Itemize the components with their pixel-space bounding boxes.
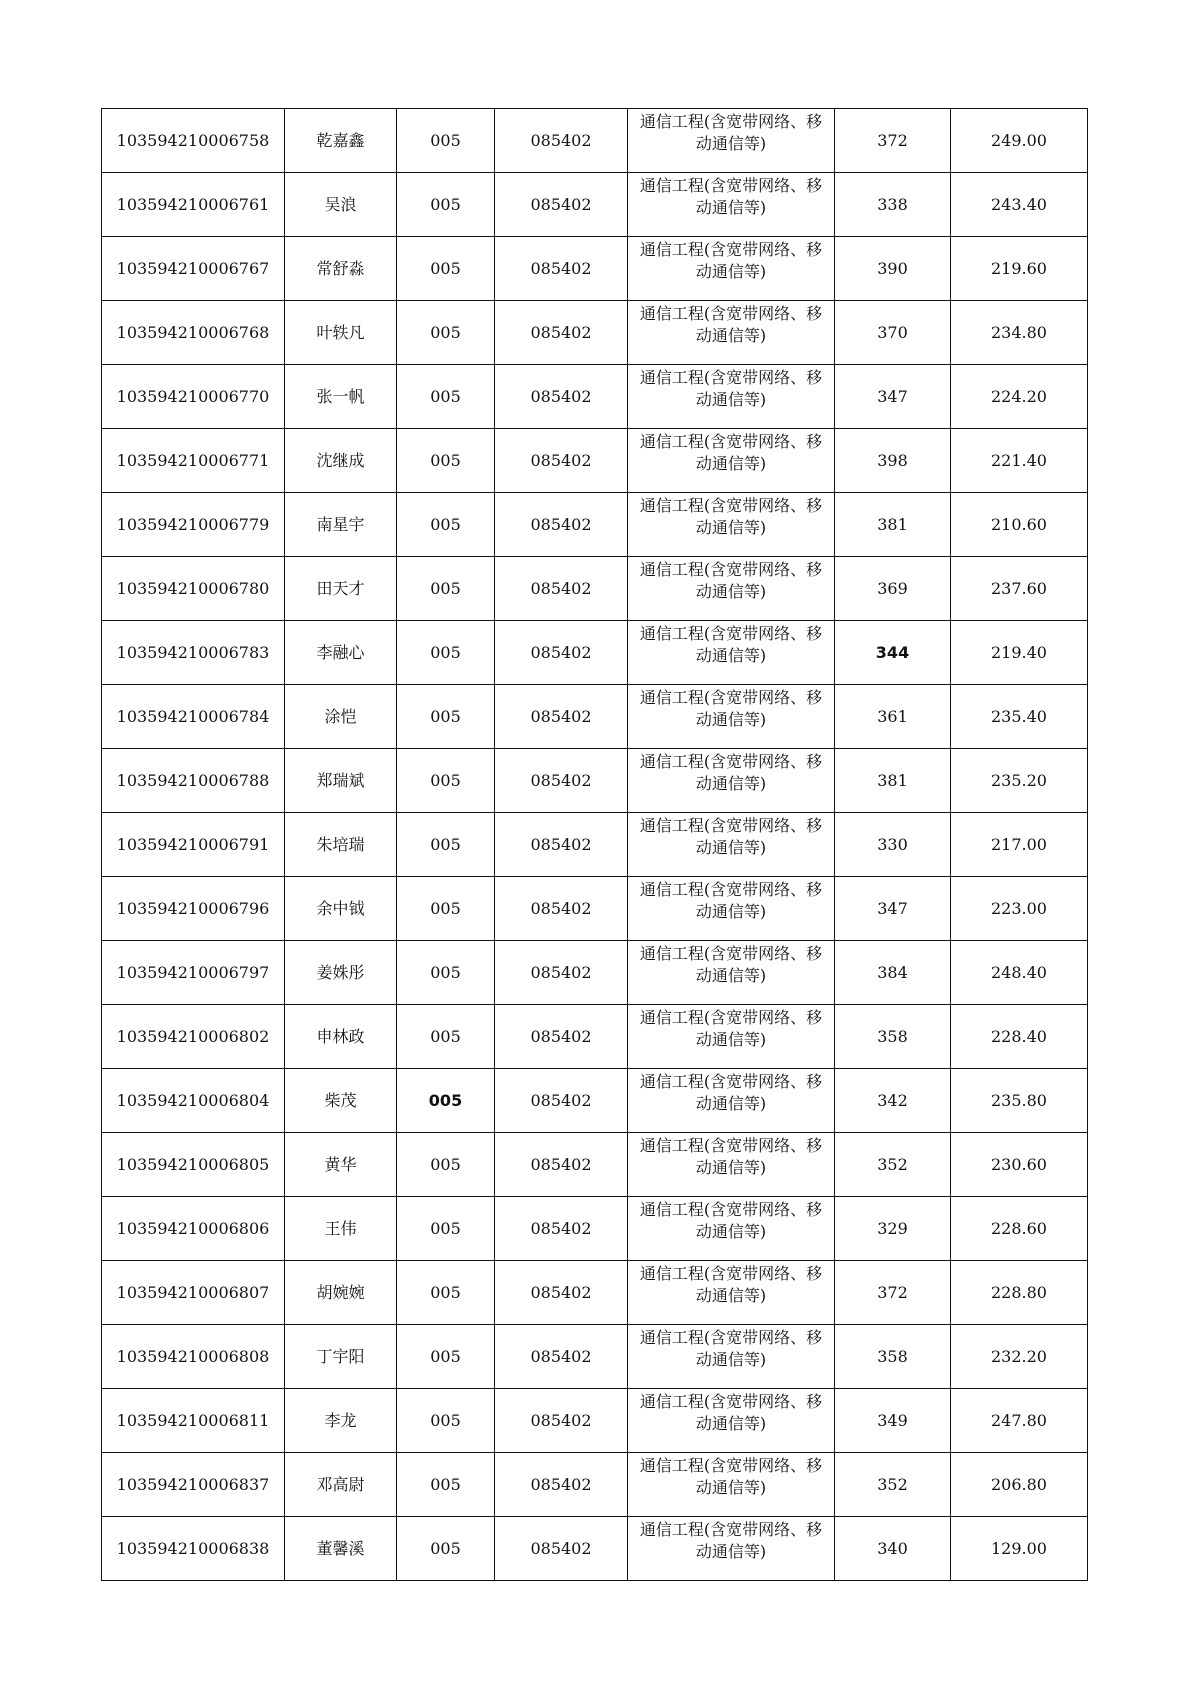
candidate-id-cell: 103594210006796 (102, 877, 285, 941)
major-name-cell (628, 237, 835, 301)
weighted-score-cell: 235.20 (951, 749, 1088, 813)
major-name-text: 通信工程(含宽带网络、移动通信等) (639, 112, 823, 153)
weighted-score-cell: 234.80 (951, 301, 1088, 365)
exam-score-cell: 349 (835, 1389, 951, 1453)
table-row (102, 1325, 1088, 1389)
major-name-text: 通信工程(含宽带网络、移动通信等) (639, 1392, 823, 1433)
exam-score-cell: 352 (835, 1453, 951, 1517)
table-row (102, 109, 1088, 173)
major-name-cell (628, 1261, 835, 1325)
major-name-cell (628, 813, 835, 877)
weighted-score-cell: 249.00 (951, 109, 1088, 173)
exam-score-cell: 398 (835, 429, 951, 493)
candidate-id-cell: 103594210006808 (102, 1325, 285, 1389)
major-name-text: 通信工程(含宽带网络、移动通信等) (639, 176, 823, 217)
candidate-id-cell: 103594210006804 (102, 1069, 285, 1133)
weighted-score-cell: 248.40 (951, 941, 1088, 1005)
table-row (102, 301, 1088, 365)
table-row (102, 1197, 1088, 1261)
department-code-cell: 005 (397, 1133, 495, 1197)
table-row (102, 557, 1088, 621)
exam-score-cell: 330 (835, 813, 951, 877)
major-code-cell: 085402 (495, 1261, 628, 1325)
candidate-name-cell: 邓高尉 (285, 1453, 397, 1517)
candidate-name-cell: 余中钺 (285, 877, 397, 941)
department-code-cell: 005 (397, 365, 495, 429)
weighted-score-cell: 243.40 (951, 173, 1088, 237)
candidate-id-cell: 103594210006761 (102, 173, 285, 237)
candidate-id-cell: 103594210006771 (102, 429, 285, 493)
major-name-cell (628, 1133, 835, 1197)
major-name-cell (628, 749, 835, 813)
table-row (102, 877, 1088, 941)
major-name-cell (628, 1325, 835, 1389)
major-code-cell: 085402 (495, 429, 628, 493)
major-name-cell (628, 877, 835, 941)
exam-score-cell: 369 (835, 557, 951, 621)
major-name-text: 通信工程(含宽带网络、移动通信等) (639, 688, 823, 729)
major-name-text: 通信工程(含宽带网络、移动通信等) (639, 624, 823, 665)
candidate-id-cell: 103594210006788 (102, 749, 285, 813)
exam-score-cell: 340 (835, 1517, 951, 1581)
major-name-text: 通信工程(含宽带网络、移动通信等) (639, 368, 823, 409)
major-name-text: 通信工程(含宽带网络、移动通信等) (639, 496, 823, 537)
candidate-name-cell: 王伟 (285, 1197, 397, 1261)
candidate-name-cell: 涂恺 (285, 685, 397, 749)
candidate-name-cell: 柴茂 (285, 1069, 397, 1133)
exam-score-cell: 372 (835, 1261, 951, 1325)
major-code-cell: 085402 (495, 877, 628, 941)
major-name-text: 通信工程(含宽带网络、移动通信等) (639, 432, 823, 473)
candidate-name-cell: 姜姝彤 (285, 941, 397, 1005)
major-name-cell (628, 1069, 835, 1133)
exam-score-cell: 347 (835, 365, 951, 429)
major-code-cell: 085402 (495, 109, 628, 173)
major-code-cell: 085402 (495, 1133, 628, 1197)
weighted-score-cell: 223.00 (951, 877, 1088, 941)
exam-score-cell: 370 (835, 301, 951, 365)
candidate-name-cell: 李融心 (285, 621, 397, 685)
major-code-cell: 085402 (495, 813, 628, 877)
major-name-text: 通信工程(含宽带网络、移动通信等) (639, 1456, 823, 1497)
department-code-cell: 005 (397, 877, 495, 941)
major-name-text: 通信工程(含宽带网络、移动通信等) (639, 1328, 823, 1369)
exam-score-cell: 358 (835, 1325, 951, 1389)
exam-score-cell: 329 (835, 1197, 951, 1261)
weighted-score-cell: 235.80 (951, 1069, 1088, 1133)
major-name-cell (628, 173, 835, 237)
major-code-cell: 085402 (495, 301, 628, 365)
major-name-cell (628, 685, 835, 749)
candidate-id-cell: 103594210006805 (102, 1133, 285, 1197)
major-code-cell: 085402 (495, 237, 628, 301)
department-code-cell: 005 (397, 1389, 495, 1453)
department-code-cell: 005 (397, 493, 495, 557)
table-row (102, 1389, 1088, 1453)
exam-score-cell: 342 (835, 1069, 951, 1133)
department-code-cell: 005 (397, 1197, 495, 1261)
candidate-name-cell: 丁宇阳 (285, 1325, 397, 1389)
candidate-name-cell: 常舒淼 (285, 237, 397, 301)
major-code-cell: 085402 (495, 173, 628, 237)
department-code-cell: 005 (397, 1261, 495, 1325)
major-name-text: 通信工程(含宽带网络、移动通信等) (639, 304, 823, 345)
weighted-score-cell: 206.80 (951, 1453, 1088, 1517)
department-code-cell: 005 (397, 621, 495, 685)
weighted-score-cell: 230.60 (951, 1133, 1088, 1197)
major-name-text: 通信工程(含宽带网络、移动通信等) (639, 1008, 823, 1049)
exam-score-cell: 352 (835, 1133, 951, 1197)
table-row (102, 237, 1088, 301)
department-code-cell: 005 (397, 301, 495, 365)
department-code-cell: 005 (397, 1517, 495, 1581)
candidate-id-cell: 103594210006807 (102, 1261, 285, 1325)
major-name-cell (628, 1453, 835, 1517)
department-code-cell: 005 (397, 1453, 495, 1517)
major-name-cell (628, 1197, 835, 1261)
score-table (101, 108, 1088, 1581)
major-name-cell (628, 557, 835, 621)
department-code-cell: 005 (397, 941, 495, 1005)
candidate-name-cell: 吴浪 (285, 173, 397, 237)
major-name-cell (628, 941, 835, 1005)
major-name-text: 通信工程(含宽带网络、移动通信等) (639, 240, 823, 281)
department-code-cell: 005 (397, 813, 495, 877)
major-code-cell: 085402 (495, 1453, 628, 1517)
department-code-cell: 005 (397, 173, 495, 237)
candidate-name-cell: 叶轶凡 (285, 301, 397, 365)
weighted-score-cell: 228.60 (951, 1197, 1088, 1261)
candidate-name-cell: 申林政 (285, 1005, 397, 1069)
department-code-cell: 005 (397, 749, 495, 813)
weighted-score-cell: 228.40 (951, 1005, 1088, 1069)
exam-score-cell: 381 (835, 493, 951, 557)
exam-score-cell: 361 (835, 685, 951, 749)
major-code-cell: 085402 (495, 365, 628, 429)
major-name-text: 通信工程(含宽带网络、移动通信等) (639, 1072, 823, 1113)
department-code-cell: 005 (397, 109, 495, 173)
major-name-cell (628, 1005, 835, 1069)
candidate-id-cell: 103594210006806 (102, 1197, 285, 1261)
exam-score-cell: 358 (835, 1005, 951, 1069)
exam-score-cell: 372 (835, 109, 951, 173)
candidate-id-cell: 103594210006837 (102, 1453, 285, 1517)
weighted-score-cell: 217.00 (951, 813, 1088, 877)
candidate-id-cell: 103594210006797 (102, 941, 285, 1005)
major-code-cell: 085402 (495, 621, 628, 685)
major-name-text: 通信工程(含宽带网络、移动通信等) (639, 816, 823, 857)
weighted-score-cell: 224.20 (951, 365, 1088, 429)
major-name-text: 通信工程(含宽带网络、移动通信等) (639, 560, 823, 601)
candidate-name-cell: 胡婉婉 (285, 1261, 397, 1325)
table-row (102, 493, 1088, 557)
candidate-name-cell: 张一帆 (285, 365, 397, 429)
major-name-text: 通信工程(含宽带网络、移动通信等) (639, 944, 823, 985)
candidate-name-cell: 沈继成 (285, 429, 397, 493)
major-code-cell: 085402 (495, 1005, 628, 1069)
exam-score-cell: 390 (835, 237, 951, 301)
table-row (102, 1133, 1088, 1197)
weighted-score-cell: 221.40 (951, 429, 1088, 493)
major-name-cell (628, 429, 835, 493)
major-code-cell: 085402 (495, 1517, 628, 1581)
candidate-name-cell: 朱培瑞 (285, 813, 397, 877)
table-row (102, 1453, 1088, 1517)
candidate-name-cell: 南星宇 (285, 493, 397, 557)
weighted-score-cell: 247.80 (951, 1389, 1088, 1453)
major-code-cell: 085402 (495, 1325, 628, 1389)
major-code-cell: 085402 (495, 749, 628, 813)
candidate-id-cell: 103594210006784 (102, 685, 285, 749)
candidate-name-cell: 董馨溪 (285, 1517, 397, 1581)
exam-score-cell: 381 (835, 749, 951, 813)
weighted-score-cell: 219.60 (951, 237, 1088, 301)
table-row (102, 1005, 1088, 1069)
major-code-cell: 085402 (495, 685, 628, 749)
exam-score-cell: 384 (835, 941, 951, 1005)
major-name-text: 通信工程(含宽带网络、移动通信等) (639, 1200, 823, 1241)
department-code-cell: 005 (397, 685, 495, 749)
table-row (102, 1517, 1088, 1581)
candidate-name-cell: 郑瑞斌 (285, 749, 397, 813)
major-name-cell (628, 365, 835, 429)
candidate-id-cell: 103594210006767 (102, 237, 285, 301)
table-row (102, 1261, 1088, 1325)
weighted-score-cell: 228.80 (951, 1261, 1088, 1325)
major-code-cell: 085402 (495, 493, 628, 557)
weighted-score-cell: 232.20 (951, 1325, 1088, 1389)
weighted-score-cell: 129.00 (951, 1517, 1088, 1581)
table-body (102, 109, 1088, 1581)
major-name-cell (628, 301, 835, 365)
table-row (102, 173, 1088, 237)
table-row (102, 621, 1088, 685)
exam-score-cell: 347 (835, 877, 951, 941)
major-name-cell (628, 109, 835, 173)
table-row (102, 429, 1088, 493)
weighted-score-cell: 219.40 (951, 621, 1088, 685)
table-row (102, 749, 1088, 813)
major-name-text: 通信工程(含宽带网络、移动通信等) (639, 1136, 823, 1177)
candidate-name-cell: 乾嘉鑫 (285, 109, 397, 173)
candidate-id-cell: 103594210006779 (102, 493, 285, 557)
weighted-score-cell: 237.60 (951, 557, 1088, 621)
table-row (102, 813, 1088, 877)
department-code-cell: 005 (397, 429, 495, 493)
major-name-text: 通信工程(含宽带网络、移动通信等) (639, 880, 823, 921)
table-row (102, 685, 1088, 749)
exam-score-cell: 338 (835, 173, 951, 237)
candidate-id-cell: 103594210006770 (102, 365, 285, 429)
major-code-cell: 085402 (495, 1197, 628, 1261)
table-row (102, 1069, 1088, 1133)
major-name-text: 通信工程(含宽带网络、移动通信等) (639, 1264, 823, 1305)
department-code-cell: 005 (397, 557, 495, 621)
weighted-score-cell: 235.40 (951, 685, 1088, 749)
candidate-id-cell: 103594210006780 (102, 557, 285, 621)
candidate-name-cell: 田天才 (285, 557, 397, 621)
candidate-name-cell: 李龙 (285, 1389, 397, 1453)
major-code-cell: 085402 (495, 1389, 628, 1453)
major-code-cell: 085402 (495, 557, 628, 621)
department-code-cell: 005 (397, 1069, 495, 1133)
candidate-id-cell: 103594210006791 (102, 813, 285, 877)
exam-score-cell: 344 (835, 621, 951, 685)
table-row (102, 941, 1088, 1005)
candidate-name-cell: 黄华 (285, 1133, 397, 1197)
candidate-id-cell: 103594210006758 (102, 109, 285, 173)
major-name-text: 通信工程(含宽带网络、移动通信等) (639, 752, 823, 793)
candidate-id-cell: 103594210006783 (102, 621, 285, 685)
department-code-cell: 005 (397, 1005, 495, 1069)
department-code-cell: 005 (397, 1325, 495, 1389)
major-code-cell: 085402 (495, 941, 628, 1005)
weighted-score-cell: 210.60 (951, 493, 1088, 557)
department-code-cell: 005 (397, 237, 495, 301)
major-name-cell (628, 1389, 835, 1453)
candidate-id-cell: 103594210006768 (102, 301, 285, 365)
table-row (102, 365, 1088, 429)
major-name-text: 通信工程(含宽带网络、移动通信等) (639, 1520, 823, 1561)
candidate-id-cell: 103594210006802 (102, 1005, 285, 1069)
major-name-cell (628, 621, 835, 685)
major-name-cell (628, 493, 835, 557)
major-name-cell (628, 1517, 835, 1581)
candidate-id-cell: 103594210006838 (102, 1517, 285, 1581)
candidate-id-cell: 103594210006811 (102, 1389, 285, 1453)
major-code-cell: 085402 (495, 1069, 628, 1133)
